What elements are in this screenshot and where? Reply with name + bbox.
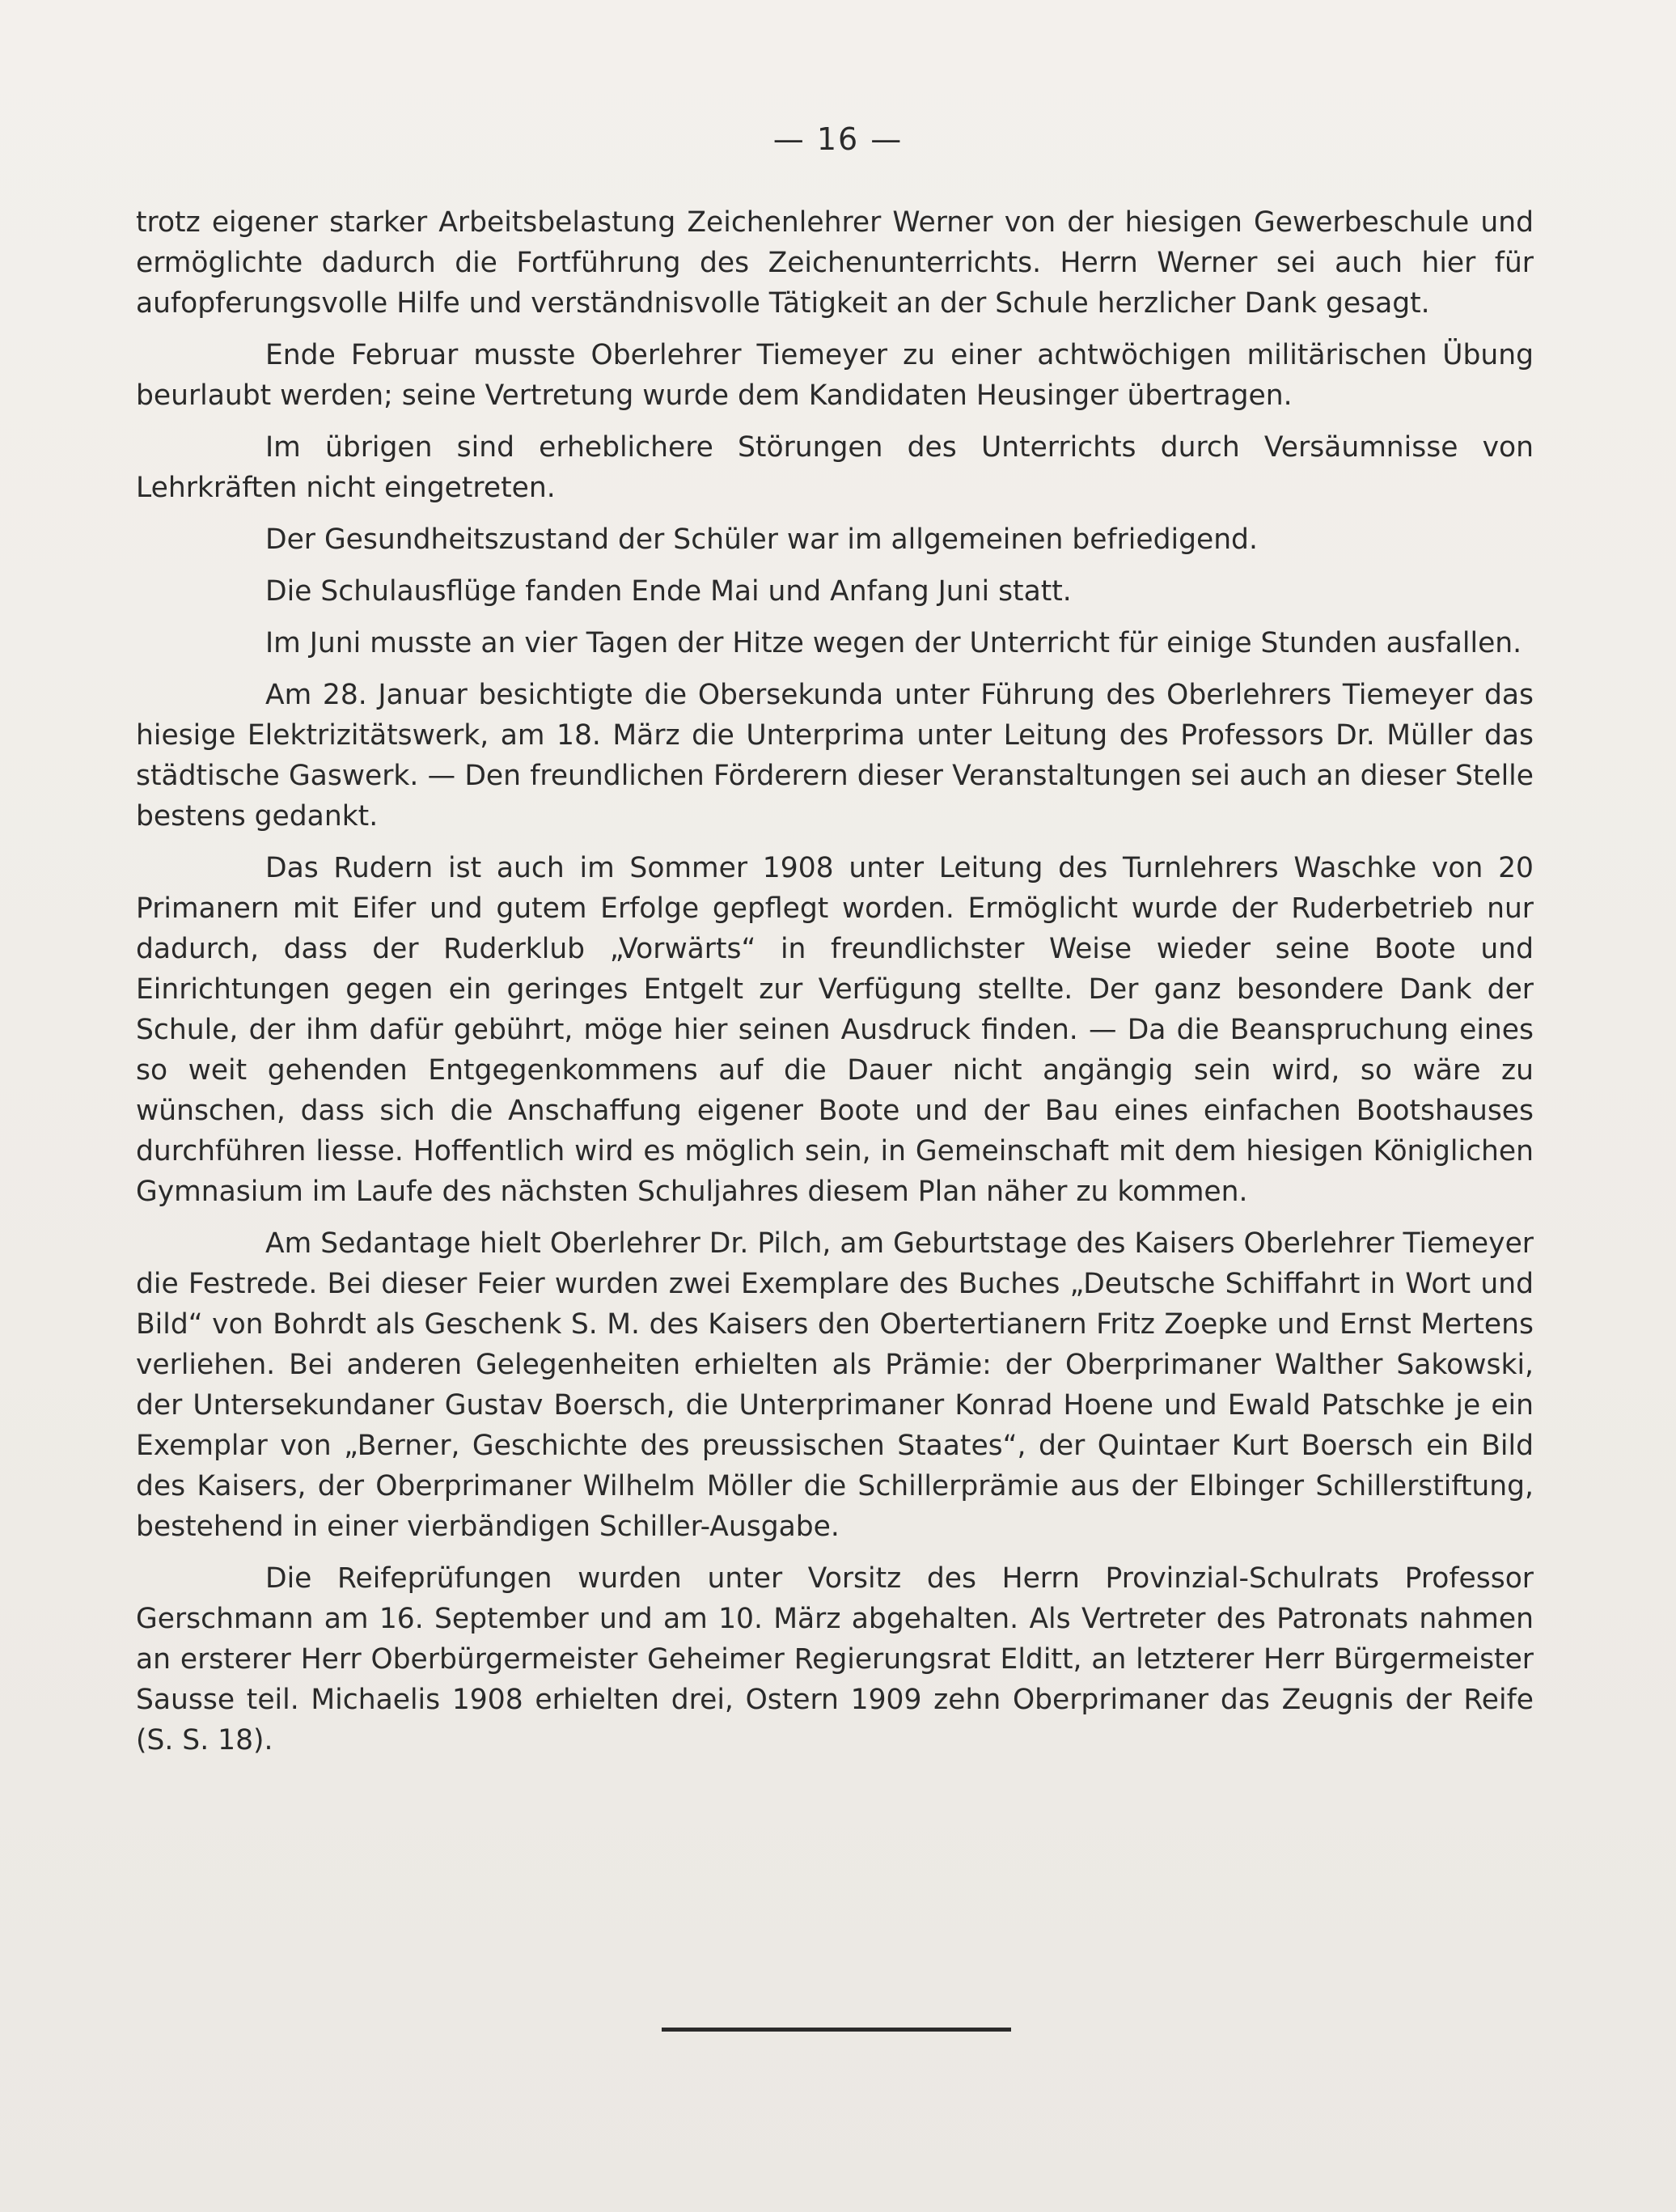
paragraph: Im Juni musste an vier Tagen der Hitze wegen der Unterricht für einige Stunden ausfallen. xyxy=(265,627,1522,659)
paragraph: Am Sedantage hielt Oberlehrer Dr. Pilch, am Geburtstage des Kaisers Oberlehrer Tiemeyer die Festrede. Bei dieser Feier wurden zwei Exemplare des Buches „Deutsche Schiffahrt in Wort und Bild“ von Bohrdt als Geschenk S. M. des Kaisers den Obertertianern Fritz Zoepke und Ernst Mertens verliehen. Bei anderen Gelegenheiten erhielten als Prämie: der Oberprimaner Walther Sakowski, der Untersekundaner Gustav Boersch, die Unterprimaner Konrad Hoene und Ewald Patschke je ein Exemplar von „Berner, Geschichte des preussischen Staates“, der Quintaer Kurt Boersch ein Bild des Kaisers, der Oberprimaner Wilhelm Möller die Schillerprämie aus der Elbinger Schillerstiftung, bestehend in einer vierbändigen Schiller-Ausgabe. xyxy=(136,1227,1534,1543)
paragraph: Ende Februar musste Oberlehrer Tiemeyer zu einer achtwöchigen militärischen Übung beurlaubt werden; seine Vertretung wurde dem Kandidaten Heusinger übertragen. xyxy=(136,339,1534,412)
paragraph: trotz eigener starker Arbeitsbelastung Zeichenlehrer Werner von der hiesigen Gewerbeschule und ermöglichte dadurch die Fortführung des Zeichenunterrichts. Herrn Werner sei auch hier für aufopferungsvolle Hilfe und verständnisvolle Tätigkeit an der Schule herzlicher Dank gesagt. xyxy=(136,206,1534,320)
page-number: — 16 — xyxy=(772,121,904,157)
paragraph: Im übrigen sind erheblichere Störungen des Unterrichts durch Versäumnisse von Lehrkräften nicht eingetreten. xyxy=(136,431,1534,504)
paragraph: Am 28. Januar besichtigte die Obersekunda unter Führung des Oberlehrers Tiemeyer das hiesige Elektrizitätswerk, am 18. März die Unterprima unter Leitung des Professors Dr. Müller das städtische Gaswerk. — Den freundlichen Förderern dieser Veranstaltungen sei auch an dieser Stelle bestens gedankt. xyxy=(136,679,1534,833)
paragraph: Die Reifeprüfungen wurden unter Vorsitz des Herrn Provinzial-Schulrats Professor Gerschmann am 16. September und am 10. März abgehalten. Als Vertreter des Patronats nahmen an ersterer Herr Oberbürgermeister Geheimer Regierungsrat Elditt, an letzterer Herr Bürgermeister Sausse teil. Michaelis 1908 erhielten drei, Ostern 1909 zehn Oberprimaner das Zeugnis der Reife (S. S. 18). xyxy=(136,1562,1534,1756)
closing-rule xyxy=(662,2028,1011,2032)
paragraph: Das Rudern ist auch im Sommer 1908 unter Leitung des Turnlehrers Waschke von 20 Primanern mit Eifer und gutem Erfolge gepflegt worden. Ermöglicht wurde der Ruderbetrieb nur dadurch, dass der Ruderklub „Vorwärts“ in freundlichster Weise wieder seine Boote und Einrichtungen gegen ein geringes Entgelt zur Verfügung stellte. Der ganz besondere Dank der Schule, der ihm dafür gebührt, möge hier seinen Ausdruck finden. — Da die Beanspruchung eines so weit gehenden Entgegenkommens auf die Dauer nicht angängig sein wird, so wäre zu wünschen, dass sich die Anschaffung eigener Boote und der Bau eines einfachen Bootshauses durchführen liesse. Hoffentlich wird es möglich sein, in Gemeinschaft mit dem hiesigen Königlichen Gymnasium im Laufe des nächsten Schuljahres diesem Plan näher zu kommen. xyxy=(136,852,1534,1208)
paragraph: Der Gesundheitszustand der Schüler war im allgemeinen befriedigend. xyxy=(265,523,1258,556)
paragraph: Die Schulausflüge fanden Ende Mai und Anfang Juni statt. xyxy=(265,575,1072,608)
body-text xyxy=(136,202,1534,1772)
